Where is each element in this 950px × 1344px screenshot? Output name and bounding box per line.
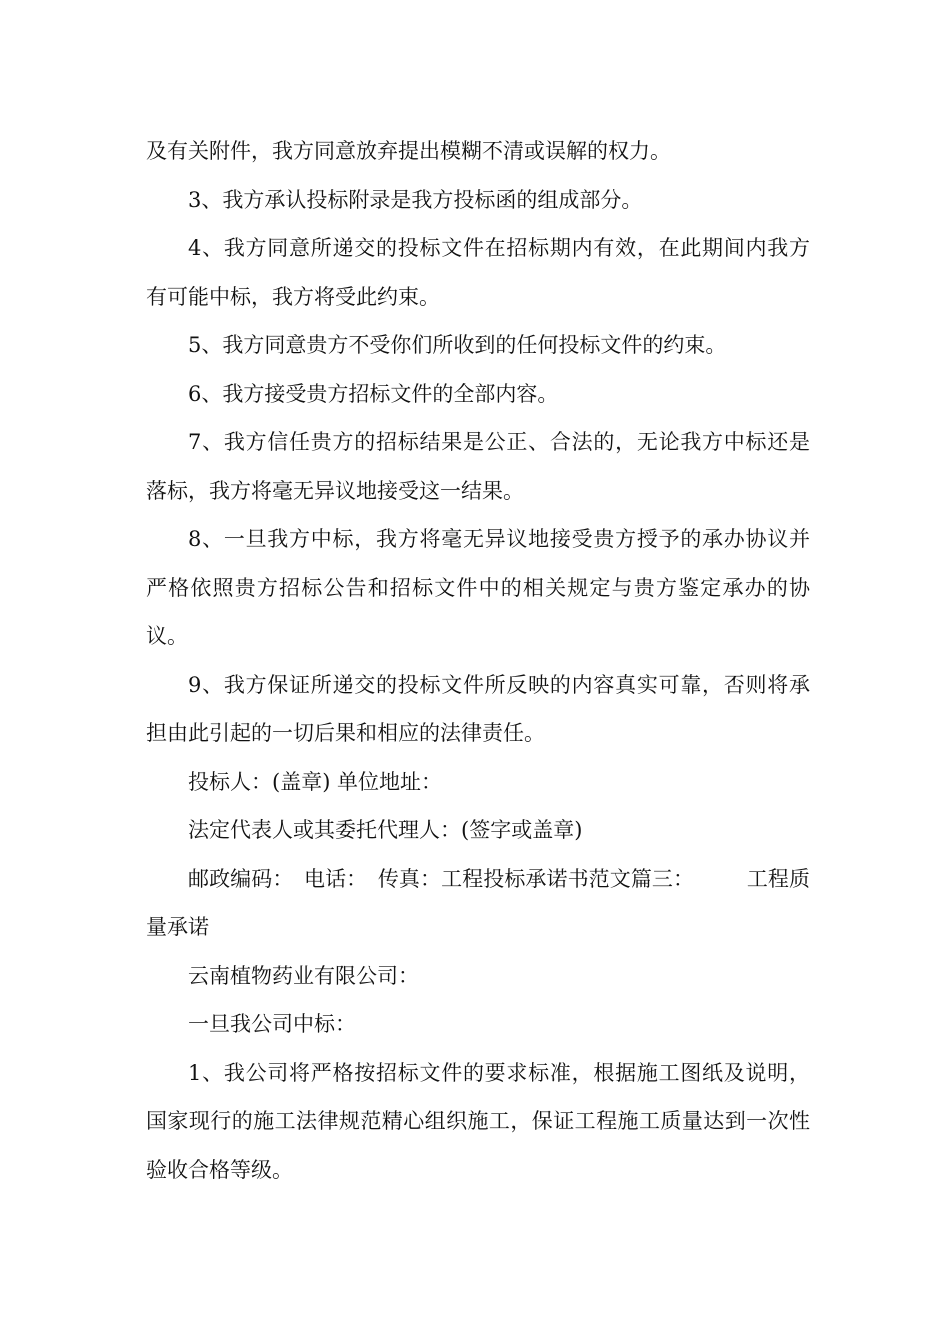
addressee-line: 云南植物药业有限公司：: [188, 963, 419, 988]
paragraph-item-3: 3、我方承认投标附录是我方投标函的组成部分。: [188, 187, 643, 212]
paragraph-item-5: 5、我方同意贵方不受你们所收到的任何投标文件的约束。: [188, 333, 727, 357]
paragraph-item-7: 7、我方信任贵方的招标结果是公正、合法的，无论我方中标还是落标，我方将毫无异议地接受这一结果。: [146, 430, 810, 503]
paragraph-quality-item-1: 1、我公司将严格按招标文件的要求标准，根据施工图纸及说明，国家现行的施工法律规范精心组织施工，保证工程施工质量达到一次性验收合格等级。: [146, 1060, 810, 1182]
condition-line: 一旦我公司中标：: [188, 1012, 356, 1036]
contact-info-line: 邮政编码： 电话： 传真：工程投标承诺书范文篇三： 工程质量承诺: [146, 866, 810, 939]
document-body: [146, 127, 810, 1194]
paragraph-continuation: 及有关附件，我方同意放弃提出模糊不清或误解的权力。: [146, 139, 671, 163]
paragraph-item-4: 4、我方同意所递交的投标文件在招标期内有效，在此期间内我方有可能中标，我方将受此约束。: [146, 236, 810, 309]
paragraph-item-6: 6、我方接受贵方招标文件的全部内容。: [188, 381, 559, 406]
paragraph-item-8: 8、一旦我方中标，我方将毫无异议地接受贵方授予的承办协议并严格依照贵方招标公告和招标文件中的相关规定与贵方鉴定承办的协议。: [146, 527, 810, 648]
paragraph-item-9: 9、我方保证所递交的投标文件所反映的内容真实可靠，否则将承担由此引起的一切后果和相应的法律责任。: [146, 672, 810, 745]
representative-signature-line: 法定代表人或其委托代理人：(签字或盖章): [188, 818, 583, 842]
bidder-signature-line: 投标人：(盖章) 单位地址：: [188, 769, 443, 794]
